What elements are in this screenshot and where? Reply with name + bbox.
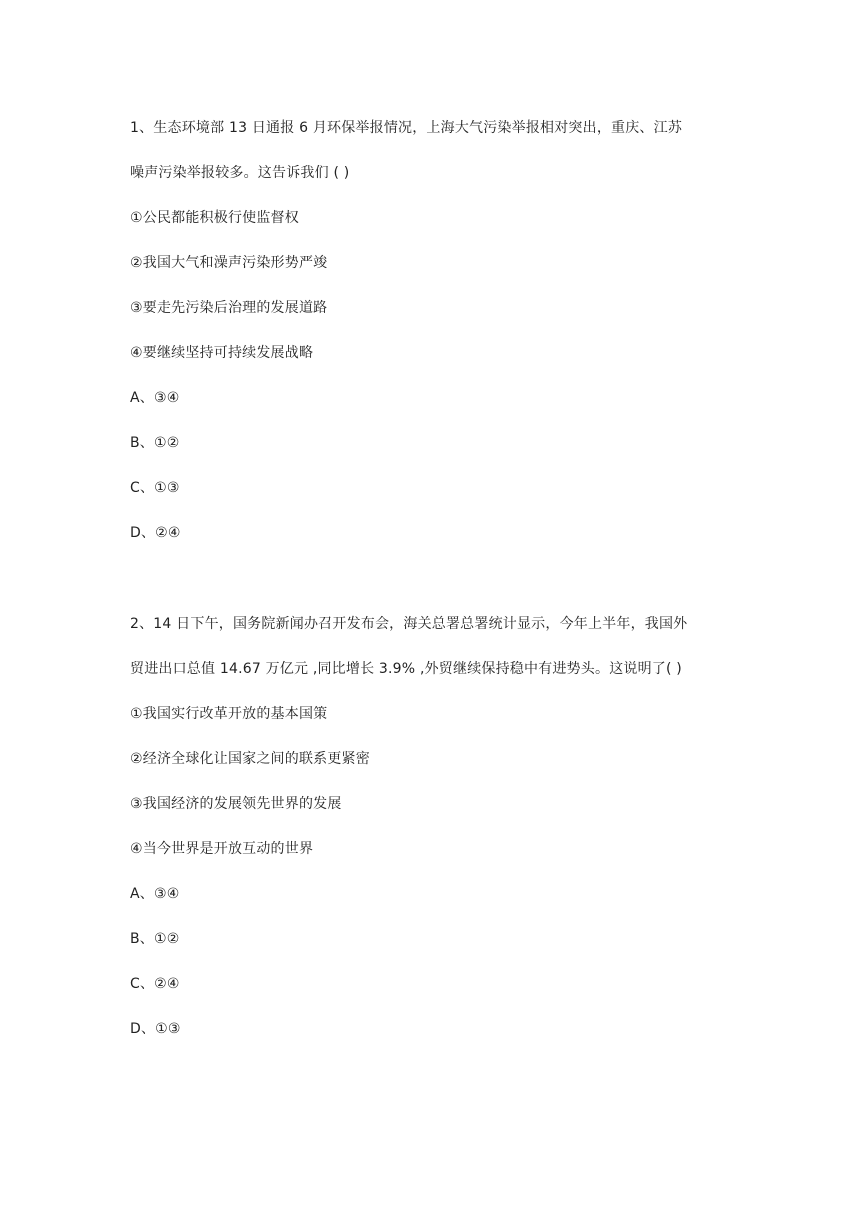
statement-item: ②经济全球化让国家之间的联系更紧密 — [130, 751, 370, 767]
question-stem-line: 贸进出口总值 14.67 万亿元 ,同比增长 3.9% ,外贸继续保持稳中有进势头。这说明了( ) — [130, 661, 682, 677]
answer-option: D、②④ — [130, 525, 181, 541]
statement-item: ③我国经济的发展领先世界的发展 — [130, 796, 342, 812]
statement-item: ②我国大气和澡声污染形势严竣 — [130, 255, 328, 271]
statement-item: ④要继续坚持可持续发展战略 — [130, 345, 314, 361]
answer-option: A、③④ — [130, 886, 180, 902]
answer-option: C、①③ — [130, 480, 180, 496]
answer-option: B、①② — [130, 931, 180, 947]
question-stem-line: 噪声污染举报较多。这告诉我们 ( ) — [130, 165, 350, 181]
statement-item: ①公民都能积极行使监督权 — [130, 210, 299, 226]
statement-item: ①我国实行改革开放的基本国策 — [130, 706, 328, 722]
statement-item: ④当今世界是开放互动的世界 — [130, 841, 314, 857]
statement-item: ③要走先污染后治理的发展道路 — [130, 300, 328, 316]
question-stem-line: 2、14 日下午，国务院新闻办召开发布会，海关总署总署统计显示，今年上半年，我国外 — [130, 616, 688, 632]
answer-option: D、①③ — [130, 1021, 181, 1037]
answer-option: C、②④ — [130, 976, 180, 992]
answer-option: B、①② — [130, 435, 180, 451]
answer-option: A、③④ — [130, 390, 180, 406]
question-stem-line: 1、生态环境部 13 日通报 6 月环保举报情况，上海大气污染举报相对突出，重庆、江苏 — [130, 120, 683, 136]
